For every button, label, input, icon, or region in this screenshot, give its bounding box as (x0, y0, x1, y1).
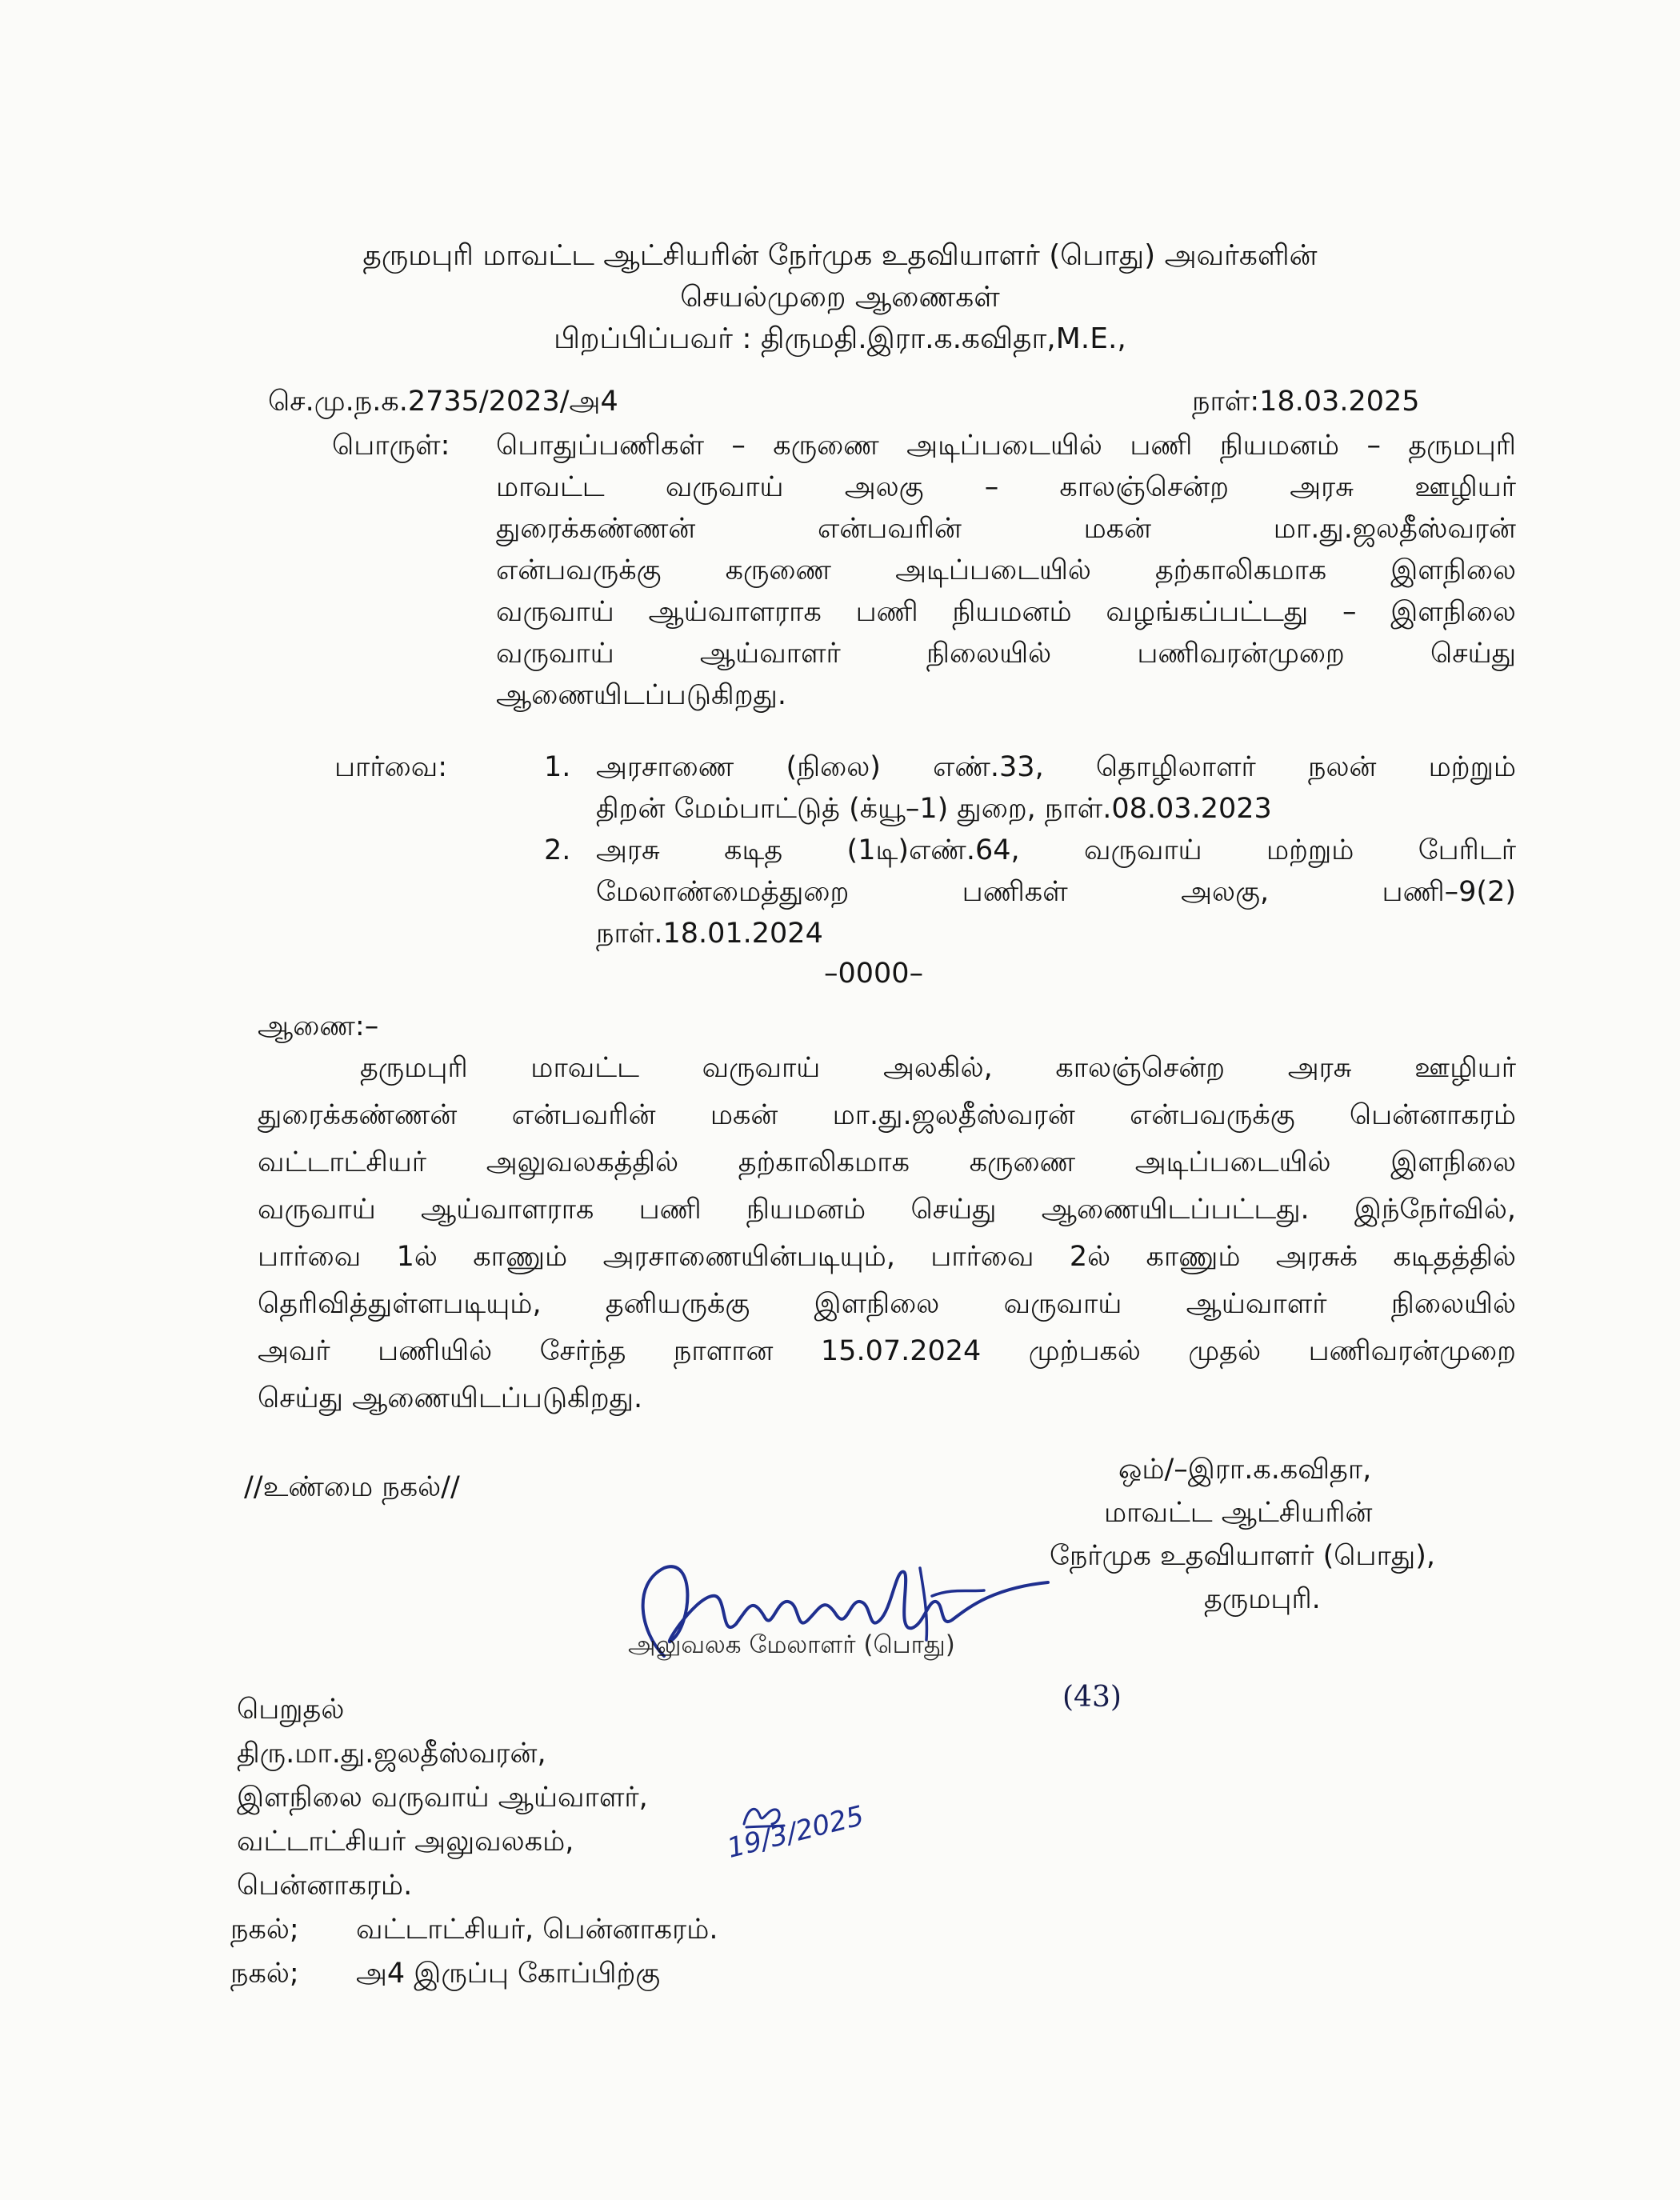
order-line: துரைக்கண்ணன் என்பவரின் மகன் மா.து.ஜலதீஸ்வரன் என்பவருக்கு பென்னாகரம் (258, 1099, 1516, 1131)
recipient-label: பெறுதல் (237, 1694, 345, 1726)
signatory-designation: நேர்முக உதவியாளர் (பொது), (1050, 1540, 1435, 1572)
copy-to: அ4 இருப்பு கோப்பிற்கு (356, 1958, 661, 1990)
order-label: ஆணை:– (258, 1010, 379, 1042)
recipient-line: பென்னாகரம். (237, 1870, 413, 1902)
order-date: நாள்:18.03.2025 (1192, 386, 1420, 418)
subject-line: மாவட்ட வருவாய் அலகு – காலஞ்சென்ற அரசு ஊழியர் (496, 471, 1516, 503)
subject-line: வருவாய் ஆய்வாளர் நிலையில் பணிவரன்முறை செய்து (496, 638, 1516, 670)
recipient-line: இளநிலை வருவாய் ஆய்வாளர், (237, 1782, 648, 1814)
header-issuer: பிறப்பிப்பவர் : திருமதி.இரா.க.கவிதா,M.E., (554, 322, 1126, 355)
copy-to: வட்டாட்சியர், பென்னாகரம். (356, 1914, 718, 1946)
order-line: அவர் பணியில் சேர்ந்த நாளான 15.07.2024 முற்பகல் முதல் பணிவரன்முறை (258, 1335, 1516, 1367)
order-line: வட்டாட்சியர் அலுவலகத்தில் தற்காலிகமாக கருணை அடிப்படையில் இளநிலை (258, 1146, 1516, 1178)
copy-label: நகல்; (230, 1914, 299, 1946)
reference-text-2: மேலாண்மைத்துறை பணிகள் அலகு, பணி–9(2) (596, 876, 1516, 908)
order-line: செய்து ஆணையிடப்படுகிறது. (258, 1382, 643, 1414)
signature-caption: அலுவலக மேலாளர் (பொது) (628, 1630, 955, 1659)
signatory-designation: மாவட்ட ஆட்சியரின் (1104, 1497, 1373, 1529)
reference-number-1: 1. (544, 751, 571, 783)
references-label: பார்வை: (334, 751, 448, 783)
header-title: தருமபுரி மாவட்ட ஆட்சியரின் நேர்முக உதவியாளர் (பொது) அவர்களின் (362, 239, 1318, 272)
reference-text-1: திறன் மேம்பாட்டுத் (க்யூ–1) துறை, நாள்.08.03.2023 (596, 793, 1272, 825)
true-copy-label: //உண்மை நகல்// (244, 1471, 460, 1503)
reference-text-2: அரசு கடித (1டி)எண்.64, வருவாய் மற்றும் பேரிடர் (596, 834, 1516, 866)
recipient-line: வட்டாட்சியர் அலுவலகம், (237, 1826, 574, 1858)
subject-label: பொருள்: (332, 430, 450, 462)
subject-line: ஆணையிடப்படுகிறது. (496, 679, 787, 711)
subject-line: வருவாய் ஆய்வாளராக பணி நியமனம் வழங்கப்பட்டது – இளநிலை (496, 596, 1516, 628)
header-subtitle: செயல்முறை ஆணைகள் (680, 281, 1000, 314)
reference-text-2: நாள்.18.01.2024 (596, 918, 823, 950)
recipient-line: திரு.மா.து.ஜலதீஸ்வரன், (237, 1738, 546, 1770)
reference-number-2: 2. (544, 834, 571, 866)
subject-line: என்பவருக்கு கருணை அடிப்படையில் தற்காலிகமாக இளநிலை (496, 554, 1516, 586)
order-line: தருமபுரி மாவட்ட வருவாய் அலகில், காலஞ்சென்ற அரசு ஊழியர் (360, 1052, 1516, 1084)
section-separator: –0000– (824, 958, 924, 990)
copy-label: நகல்; (230, 1958, 299, 1990)
page-mark: (43) (1062, 1681, 1122, 1714)
order-line: தெரிவித்துள்ளபடியும், தனியருக்கு இளநிலை வருவாய் ஆய்வாளர் நிலையில் (258, 1288, 1516, 1320)
subject-line: பொதுப்பணிகள் – கருணை அடிப்படையில் பணி நியமனம் – தருமபுரி (496, 430, 1516, 462)
order-line: வருவாய் ஆய்வாளராக பணி நியமனம் செய்து ஆணையிடப்பட்டது. இந்நேர்வில், (258, 1194, 1516, 1226)
signatory-place: தருமபுரி. (1204, 1583, 1321, 1615)
signatory-name: ஒம்/–இரா.க.கவிதா, (1118, 1454, 1372, 1486)
order-line: பார்வை 1ல் காணும் அரசாணையின்படியும், பார்வை 2ல் காணும் அரசுக் கடிதத்தில் (258, 1241, 1516, 1273)
receipt-date: 19/3/2025 (724, 1799, 867, 1865)
reference-number: செ.மு.ந.க.2735/2023/அ4 (268, 386, 618, 418)
subject-line: துரைக்கண்ணன் என்பவரின் மகன் மா.து.ஜலதீஸ்வரன் (496, 513, 1516, 545)
reference-text-1: அரசாணை (நிலை) எண்.33, தொழிலாளர் நலன் மற்றும் (596, 751, 1516, 783)
